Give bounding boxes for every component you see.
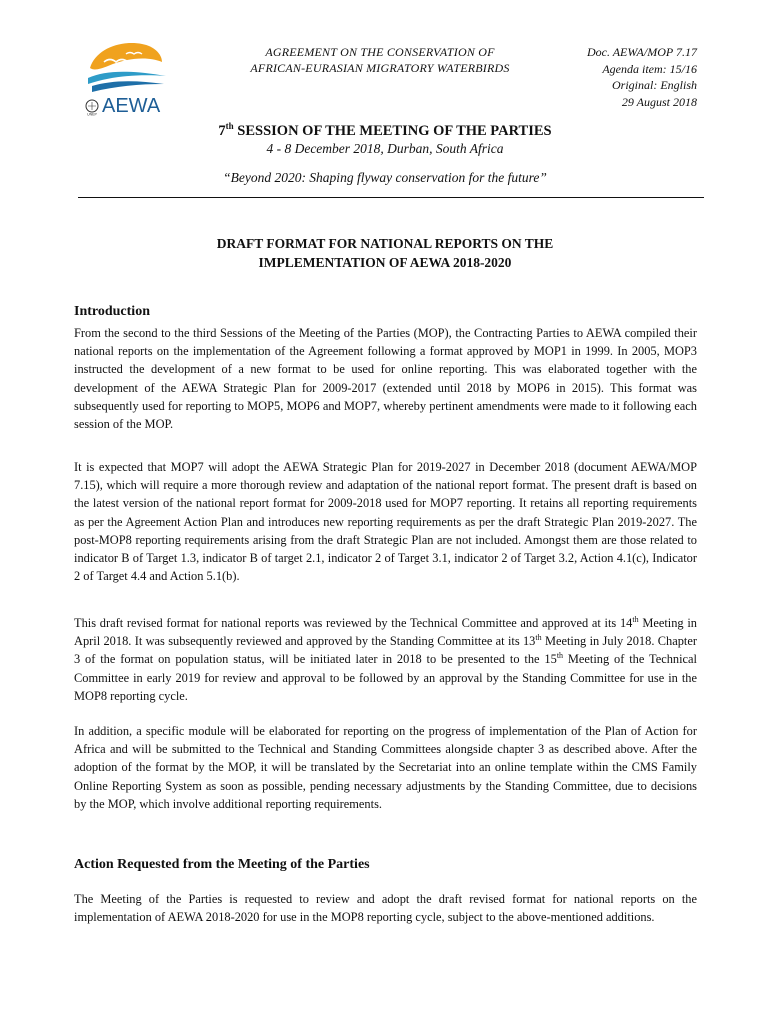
p3-text-b: Meeting in April 2018. It was subsequently reviewed and approved by the Standing Committee at its 13 [74,616,697,649]
document-reference [587,44,697,110]
p3-sup-3: th [556,651,564,661]
org-line-1: AGREEMENT ON THE CONSERVATION OF [265,45,495,59]
p3-text-d: Meeting of the Technical Committee in early 2019 for review and approval to be followed by an approval by the Standing Committee for use in the MOP8 reporting cycle. [74,652,697,703]
document-title-line-1: DRAFT FORMAT FOR NATIONAL REPORTS ON THE [216,236,554,251]
p3-text-a: This draft revised format for national reports was reviewed by the Technical Committee and approved at its 14 [74,616,633,630]
action-paragraph-1: The Meeting of the Parties is requested to review and adopt the draft revised format for national reports on the implementation of AEWA 2018-2020 for use in the MOP8 reporting cycle, subject to the above-mentioned additions. [74,892,697,925]
header-divider [78,197,704,198]
session-title-text: SESSION OF THE MEETING OF THE PARTIES [233,122,552,139]
introduction-paragraph-1: From the second to the third Sessions of the Meeting of the Parties (MOP), the Contracting Parties to AEWA compiled their national reports on the implementation of the Agreement following a format approved by MOP1 in 1999. In 2005, MOP3 instructed the development of a new format to be used for online reporting. This was elaborated together with the development of the AEWA Strategic Plan for 2009-2017 (extended until 2018 by MOP6 in 2015). This format was subsequently used for reporting to MOP5, MOP6 and MOP7, whereby pertinent amendments were made to it following each session of the MOP. [74,326,697,432]
session-ordinal: th [225,121,234,131]
introduction-paragraph-4: In addition, a specific module will be elaborated for reporting on the progress of implementation of the Plan of Action for Africa and will be submitted to the Technical and Standing Committees alongside chapter 3 as described above. After the adoption of the format by the MOP, it will be translated by the Secretariat into an online template within the CMS Family Online Reporting System as soon as possible, pending necessary adjustments by the Standing Committee, due to decisions by the MOP, which involve additional reporting requirements. [74,724,697,811]
doc-date: 29 August 2018 [621,94,697,109]
org-line-2: AFRICAN-EURASIAN MIGRATORY WATERBIRDS [250,61,510,75]
document-title-line-2: IMPLEMENTATION OF AEWA 2018-2020 [258,255,512,270]
organization-title [210,44,550,76]
introduction-paragraph-3 [74,614,697,705]
action-heading: Action Requested from the Meeting of the Parties [74,857,370,872]
doc-ref: Doc. AEWA/MOP 7.17 [586,45,697,59]
logo-wordmark: AEWA [102,95,161,116]
original-language: Original: English [611,78,697,92]
session-title [0,121,770,140]
document-title [0,234,770,272]
introduction-heading: Introduction [74,304,150,319]
unep-text: UNEP [87,112,97,116]
session-dates: 4 - 8 December 2018, Durban, South Africa [266,141,504,156]
session-motto: “Beyond 2020: Shaping flyway conservation for the future” [223,170,547,185]
p3-sup-1: th [632,614,639,624]
introduction-paragraph-2: It is expected that MOP7 will adopt the AEWA Strategic Plan for 2019-2027 in December 2018 (document AEWA/MOP 7.15), which will require a more thorough review and adaptation of the national report format. The present draft is based on the latest version of the national report format for 2009-2018 used for MOP7 reporting. It retains all reporting requirements as per the Agreement Action Plan and introduces new reporting requirements as per the draft Strategic Plan 2019-2027. The post-MOP8 reporting requirements arising from the draft Strategic Plan are not included. Amongst them are those related to indicator B of Target 1.3, indicator B of target 2.1, indicator 2 of Target 3.1, indicator 2 of Target 3.2, Action 4.1(c), Indicator 2 of Target 4.4 and Action 5.1(b). [74,460,697,584]
p3-sup-2: th [535,633,542,643]
aewa-logo [82,40,178,116]
session-number: 7 [218,122,226,139]
p3-text-c: Meeting in July 2018. Chapter 3 of the format on population status, will be initiated later in 2018 to be presented to the 15 [74,634,697,667]
agenda-item: Agenda item: 15/16 [602,61,697,76]
aewa-logo-graphic [82,40,178,116]
